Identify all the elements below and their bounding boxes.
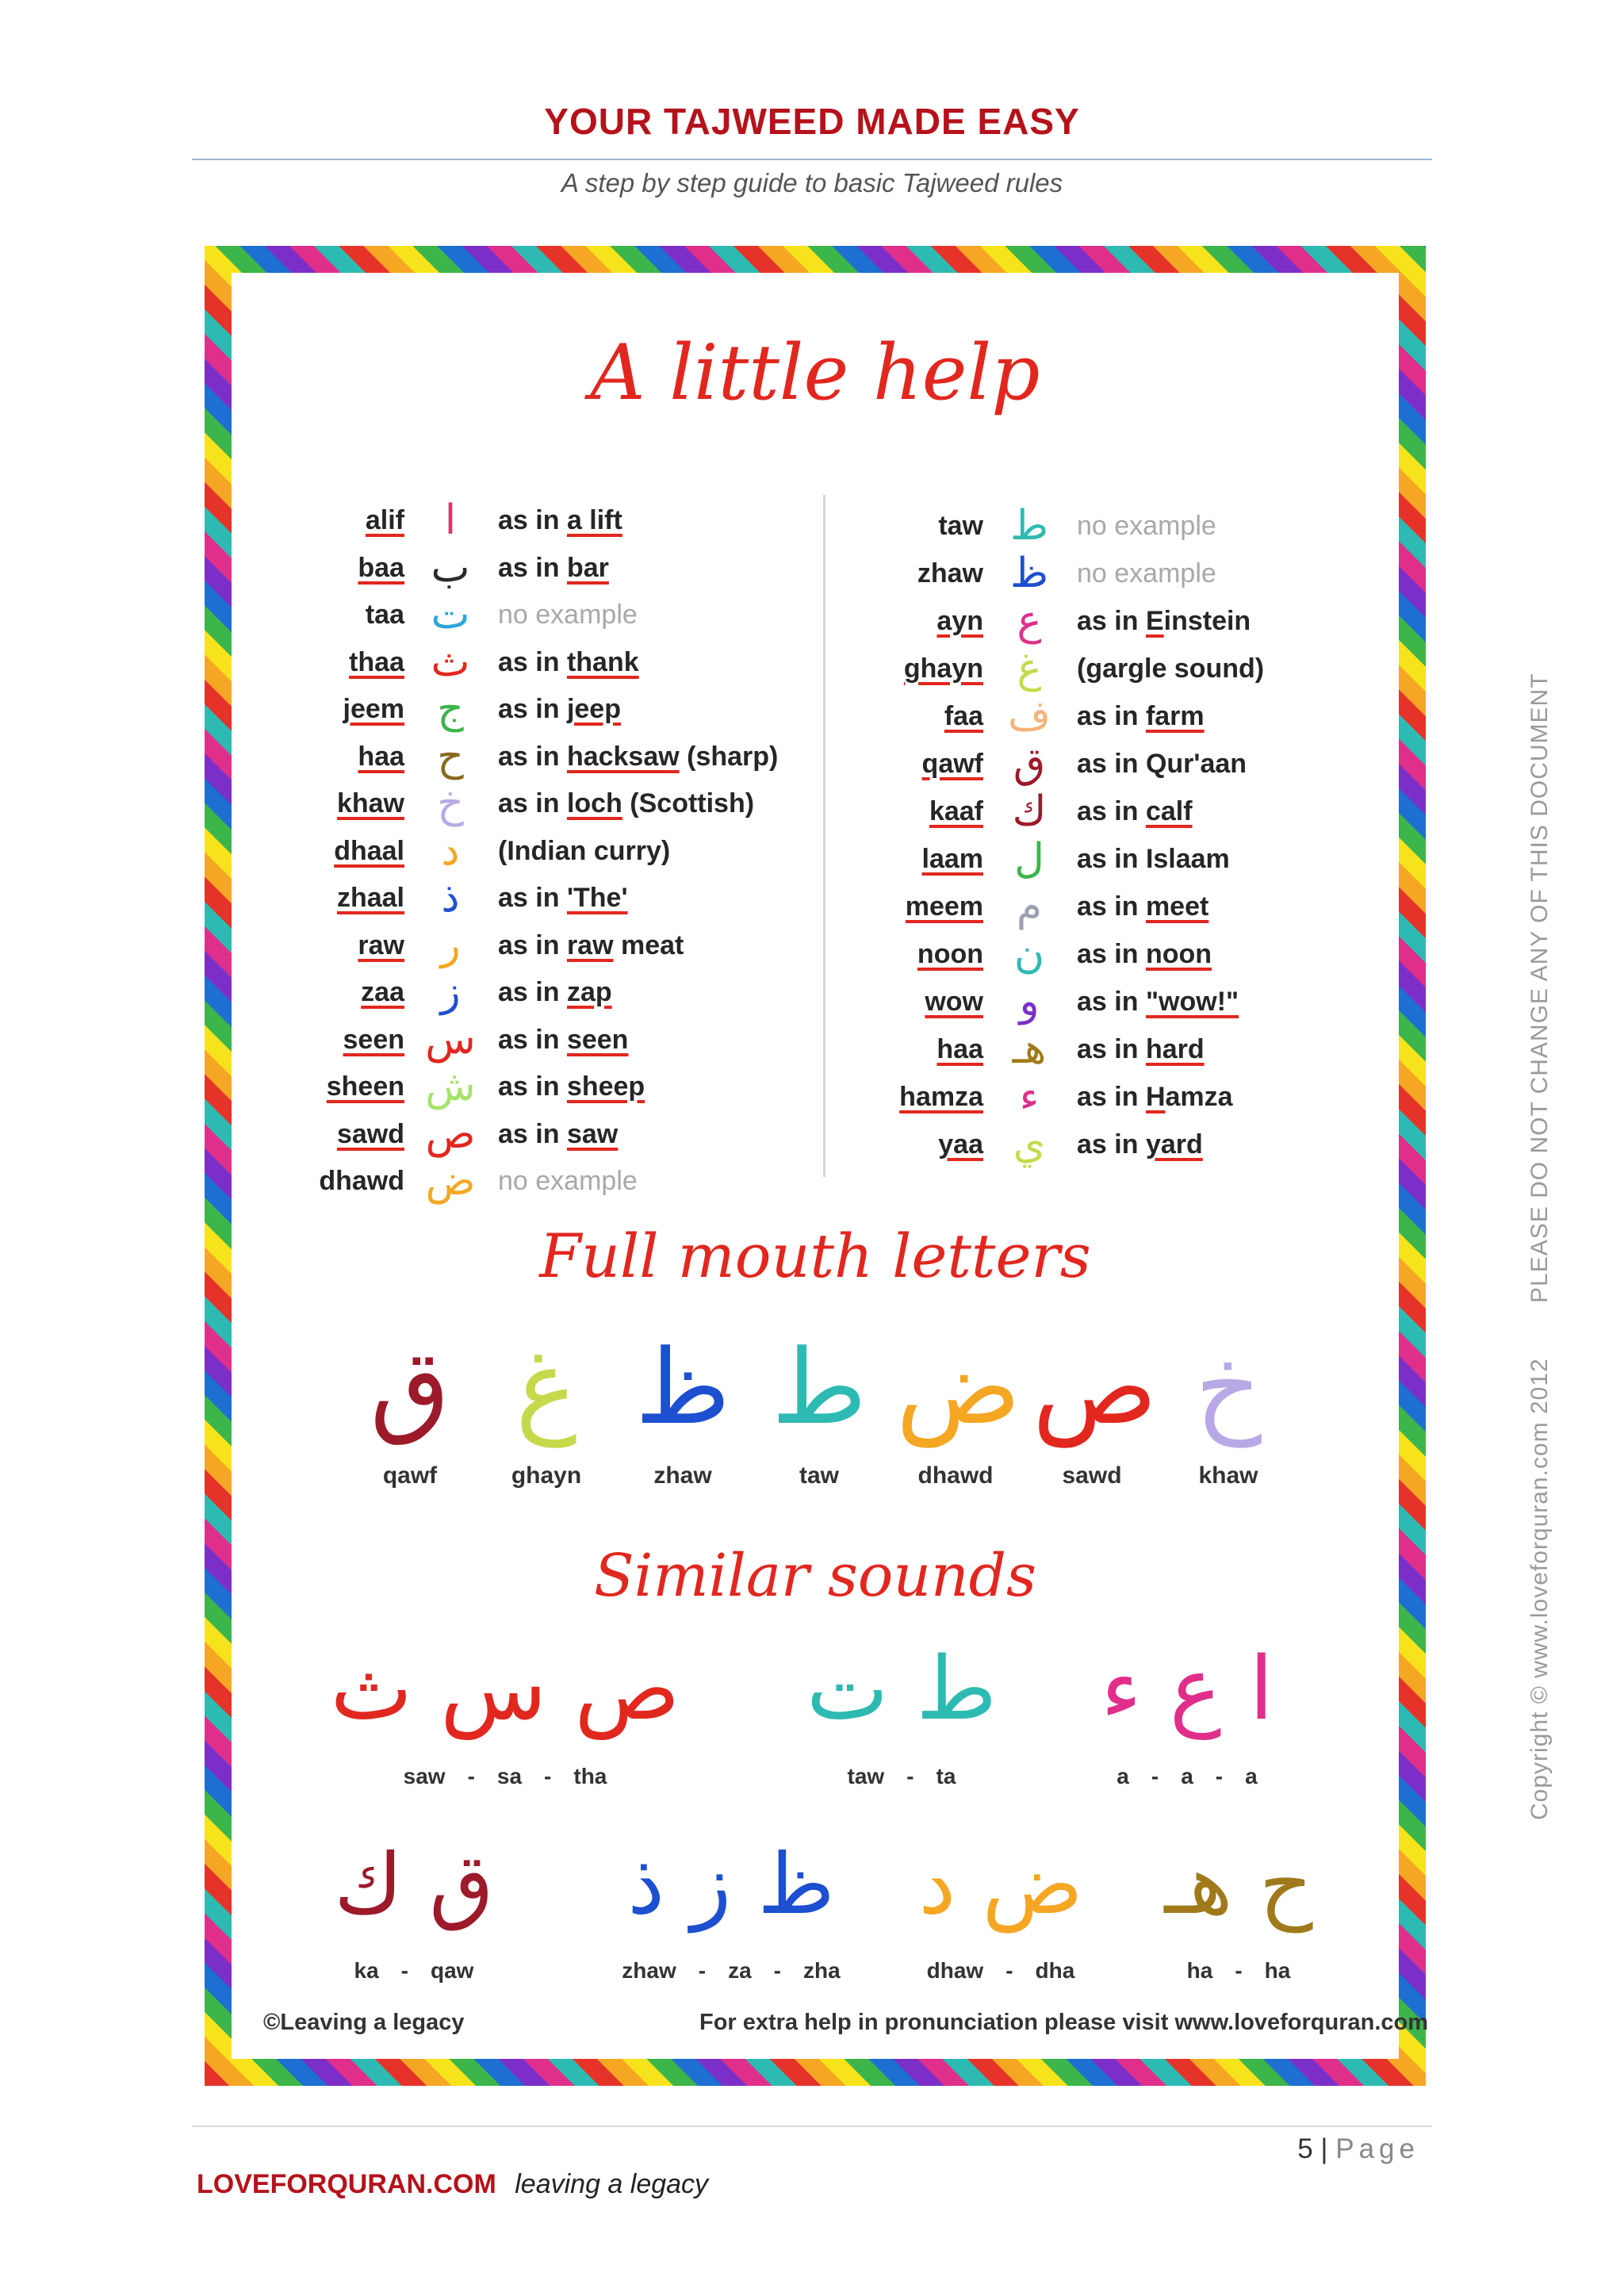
similar-label: za (728, 1958, 752, 1983)
example-text (498, 505, 622, 536)
example-text (1077, 654, 1264, 684)
example-rest: (Indian curry) (498, 835, 671, 866)
similar-label-group (596, 1958, 866, 1984)
alphabet-row-right (842, 835, 1397, 884)
similar-label: - (1215, 1764, 1224, 1788)
page-number (1285, 2133, 1419, 2165)
example-key: saw (566, 1118, 619, 1149)
example-prefix: as in (498, 505, 567, 535)
arabic-letter: ع (1017, 597, 1042, 645)
example-prefix: as in (1077, 749, 1146, 779)
example-prefix: as in (1077, 891, 1146, 922)
similar-letter-group: ط ت (806, 1638, 998, 1739)
similar-letter-group: ص س ث (330, 1638, 680, 1739)
similar-label: a (1181, 1764, 1193, 1788)
example-text (498, 694, 621, 725)
example-rest: meat (613, 930, 684, 960)
letter-name: taw (938, 511, 983, 541)
alphabet-row-left (263, 1110, 818, 1159)
alphabet-row-left (263, 921, 818, 970)
arabic-letter: غ (1017, 645, 1042, 692)
arabic-letter: ر (440, 921, 461, 969)
example-rest: Qur'aan (1145, 749, 1247, 779)
example-key: hard (1145, 1034, 1205, 1064)
alphabet-row-left (263, 543, 818, 592)
example-prefix: as in (1077, 939, 1146, 969)
similar-label: dhaw (926, 1958, 984, 1983)
example-prefix: as in (498, 646, 567, 677)
similar-label: taw (847, 1764, 885, 1788)
example-text (498, 788, 754, 819)
alphabet-row-right (842, 930, 1397, 979)
alphabet-row-left (263, 826, 818, 876)
arabic-letter: و (1019, 978, 1040, 1025)
arabic-letter: ف (1008, 692, 1051, 740)
alphabet-row-left (263, 968, 818, 1017)
letter-name: alif (365, 505, 404, 535)
similar-label: - (1235, 1958, 1243, 1983)
similar-label-group (787, 1764, 1017, 1789)
example-rest: (gargle sound) (1077, 654, 1265, 684)
column-divider (823, 495, 825, 1177)
alphabet-row-right (842, 647, 1397, 693)
alphabet-row-left (263, 732, 818, 781)
similar-label: a (1245, 1764, 1258, 1788)
example-prefix: as in (1077, 606, 1146, 636)
full-mouth-letter: ض (896, 1327, 1021, 1447)
full-mouth-letter: غ (515, 1327, 577, 1447)
full-mouth-label: zhaw (653, 1462, 712, 1489)
similar-label: qaw (431, 1958, 474, 1983)
example-text (1077, 796, 1193, 827)
copyright-vertical (1526, 625, 1553, 1820)
arabic-letter: ظ (1009, 550, 1049, 597)
arabic-letter: ض (425, 1157, 476, 1205)
arabic-letter: ش (425, 1063, 476, 1110)
example-text (498, 600, 638, 631)
alphabet-row-right (842, 1075, 1397, 1121)
footer-left (197, 2169, 708, 2200)
similar-label: - (1151, 1764, 1159, 1788)
arabic-letter: خ (437, 780, 464, 827)
example-text (1077, 844, 1230, 875)
full-mouth-label: taw (799, 1462, 839, 1489)
alphabet-row-left (263, 638, 818, 687)
alphabet-row-right (842, 980, 1397, 1026)
example-key: hacksaw (566, 741, 680, 772)
alphabet-row-left (263, 876, 818, 922)
alphabet-row-left (263, 782, 818, 828)
similar-label: - (906, 1764, 914, 1788)
page-number-value: 5 (1297, 2133, 1313, 2164)
letter-name: taa (365, 600, 404, 630)
example-rest: no example (498, 1166, 638, 1196)
example-text (498, 1119, 618, 1150)
example-prefix: as in (498, 930, 567, 960)
example-text (498, 553, 609, 584)
arabic-letter: ب (431, 543, 470, 592)
example-text (498, 742, 778, 772)
heading-similar-sounds: Similar sounds (593, 1542, 1037, 1610)
full-mouth-label: sawd (1062, 1462, 1122, 1489)
example-text (1077, 1082, 1233, 1113)
poster (205, 246, 1429, 2086)
example-prefix: as in (498, 1071, 567, 1102)
letter-name: ghayn (903, 654, 983, 684)
document-title: YOUR TAJWEED MADE EASY (544, 101, 1080, 142)
alphabet-row-left (263, 1065, 818, 1111)
similar-label: - (400, 1958, 408, 1983)
example-text (1077, 891, 1208, 922)
example-prefix: as in (1077, 796, 1146, 826)
arabic-letter: ج (437, 685, 464, 733)
arabic-letter: ز (440, 968, 461, 1016)
arabic-letter: د (441, 826, 460, 875)
example-prefix: as in (498, 694, 567, 724)
similar-label: zhaw (622, 1958, 676, 1983)
similar-label: ta (936, 1764, 956, 1788)
example-text (498, 1166, 638, 1197)
similar-letter-group: ض د (918, 1836, 1083, 1933)
full-mouth-label: dhawd (917, 1462, 994, 1489)
letter-name: dhawd (319, 1166, 404, 1196)
example-key: seen (566, 1024, 629, 1055)
example-prefix: as in (1077, 1082, 1146, 1112)
example-text (498, 977, 612, 1008)
arabic-letter: ح (437, 732, 464, 780)
example-prefix: as in (498, 741, 567, 772)
example-text (1077, 987, 1239, 1018)
example-key: zap (566, 977, 612, 1007)
example-rest: no example (1077, 558, 1216, 588)
similar-label-group (898, 1958, 1104, 1984)
alphabet-row-left (263, 685, 818, 734)
full-mouth-label: ghayn (511, 1462, 582, 1489)
example-prefix: as in (1077, 1034, 1146, 1064)
arabic-letter: ل (1014, 835, 1044, 883)
example-text (498, 930, 684, 961)
example-text (1077, 701, 1205, 732)
letter-name: raw (358, 930, 404, 960)
arabic-letter: ي (1013, 1121, 1046, 1168)
letter-name: sheen (326, 1071, 404, 1102)
arabic-letter: ق (1013, 740, 1046, 788)
letter-name: jeem (343, 694, 404, 724)
title-rule (192, 159, 1432, 160)
example-rest: amza (1165, 1082, 1233, 1112)
example-text (1077, 939, 1212, 970)
similar-letter-group: ظ ز ذ (627, 1836, 835, 1933)
example-key: farm (1145, 701, 1205, 731)
similar-label: zha (803, 1958, 841, 1983)
heading-full-mouth-letters: Full mouth letters (539, 1221, 1091, 1291)
example-text (1077, 749, 1247, 780)
example-text (498, 836, 670, 867)
example-key: a lift (566, 505, 622, 535)
poster-content (232, 273, 1429, 2059)
arabic-letter: ث (431, 638, 470, 686)
arabic-letter: ط (1009, 502, 1049, 550)
example-prefix: as in (1077, 1129, 1146, 1159)
example-text (498, 1025, 628, 1056)
letter-name: laam (921, 844, 983, 874)
example-prefix: as in (498, 788, 567, 818)
full-mouth-letter: ق (370, 1327, 450, 1447)
similar-letter-group: ق ك (334, 1836, 494, 1933)
full-mouth-letter: خ (1195, 1327, 1262, 1447)
similar-label: - (773, 1958, 781, 1983)
letter-name: noon (917, 939, 983, 969)
arabic-letter: ت (431, 591, 470, 638)
alphabet-row-right (842, 692, 1397, 741)
alphabet-row-right (842, 597, 1397, 646)
similar-letter-group: ح هـ (1164, 1836, 1313, 1933)
example-key: H (1145, 1082, 1166, 1112)
example-key: loch (566, 788, 622, 818)
letter-name: qawf (921, 749, 983, 779)
example-key: raw (566, 930, 614, 960)
footer-rule (192, 2125, 1432, 2127)
example-key: 'The' (566, 883, 628, 913)
similar-label: ha (1186, 1958, 1213, 1983)
letter-name: ayn (936, 606, 983, 636)
letter-name: dhaal (334, 835, 404, 866)
example-key: calf (1145, 796, 1193, 826)
example-text (1077, 1129, 1203, 1160)
example-rest: (Scottish) (622, 788, 755, 818)
example-key: sheep (566, 1071, 645, 1102)
example-text (498, 883, 628, 914)
alphabet-row-right (842, 742, 1397, 788)
copyright-text: Copyright © www.loveforquran.com 2012 (1526, 1358, 1553, 1820)
alphabet-row-left (263, 1015, 818, 1064)
similar-label: ha (1264, 1958, 1291, 1983)
similar-label: - (1005, 1958, 1013, 1983)
letter-name: meem (905, 891, 983, 922)
alphabet-row-right (842, 790, 1397, 836)
example-prefix: as in (1077, 987, 1146, 1017)
similar-label-group (1136, 1958, 1342, 1984)
notice-text: PLEASE DO NOT CHANGE ANY OF THIS DOCUMENT (1526, 673, 1553, 1303)
poster-credit: ©Leaving a legacy (263, 2010, 465, 2035)
similar-label: - (467, 1764, 475, 1788)
similar-label: dha (1035, 1958, 1075, 1983)
similar-label-group (1056, 1764, 1318, 1789)
similar-label-group (319, 1764, 691, 1789)
example-text (1077, 511, 1216, 542)
letter-name: seen (343, 1024, 404, 1055)
letter-name: zhaal (336, 883, 404, 913)
letter-name: zaa (361, 977, 404, 1007)
example-rest: Islaam (1145, 844, 1230, 874)
arabic-letter: ذ (441, 874, 460, 922)
full-mouth-letter: ظ (634, 1327, 731, 1447)
letter-name: zhaw (917, 558, 983, 588)
full-mouth-letter: ص (1032, 1327, 1158, 1447)
alphabet-row-left (263, 593, 818, 639)
example-key: jeep (566, 694, 621, 724)
arabic-letter: ص (425, 1110, 476, 1158)
alphabet-row-right (842, 552, 1397, 598)
example-key: "wow!" (1145, 987, 1239, 1017)
similar-label: saw (403, 1764, 446, 1788)
example-prefix: as in (498, 977, 567, 1007)
example-prefix: as in (498, 883, 567, 913)
letter-name: wow (925, 987, 983, 1017)
arabic-letter: ن (1013, 930, 1045, 978)
similar-label: ka (354, 1958, 379, 1983)
example-prefix: as in (1077, 701, 1146, 731)
full-mouth-label: qawf (382, 1462, 438, 1489)
letter-name: baa (358, 552, 404, 583)
letter-name: sawd (336, 1118, 404, 1149)
arabic-letter: هـ (1012, 1025, 1047, 1073)
example-prefix: as in (498, 552, 567, 583)
alphabet-row-right (842, 504, 1397, 550)
heading-a-little-help: A little help (590, 328, 1040, 417)
letter-name: khaw (336, 788, 404, 818)
arabic-letter: ا (444, 496, 457, 544)
poster-extra-help: For extra help in pronunciation please visit www.loveforquran.com (699, 2010, 1429, 2035)
example-key: noon (1145, 939, 1212, 969)
alphabet-row-right (842, 885, 1397, 931)
example-key: yard (1145, 1129, 1203, 1159)
example-text (1077, 606, 1251, 637)
full-mouth-letter: ط (771, 1327, 868, 1447)
footer-brand: LOVEFORQURAN.COM (197, 2169, 496, 2199)
full-mouth-label: khaw (1198, 1462, 1258, 1489)
letter-name: haa (936, 1034, 983, 1064)
footer-tagline: leaving a legacy (515, 2169, 709, 2199)
alphabet-row-right (842, 1123, 1397, 1169)
letter-name: faa (944, 701, 983, 731)
similar-label: - (698, 1958, 707, 1983)
similar-letter-group: ا ع ء (1101, 1638, 1274, 1739)
alphabet-row-left (263, 496, 818, 545)
arabic-letter: ك (1012, 788, 1047, 835)
letter-name: thaa (349, 646, 404, 677)
example-text (1077, 558, 1216, 589)
arabic-letter: س (425, 1015, 476, 1064)
letter-name: kaaf (929, 796, 983, 826)
similar-label: - (544, 1764, 552, 1788)
example-rest: no example (498, 600, 638, 630)
alphabet-row-left (263, 1159, 818, 1205)
example-prefix: as in (498, 1118, 567, 1149)
example-key: meet (1145, 891, 1209, 922)
example-rest: instein (1163, 606, 1251, 636)
example-text (1077, 1034, 1205, 1065)
page-separator: | (1320, 2133, 1328, 2164)
letter-name: haa (358, 741, 404, 772)
example-text (498, 1071, 645, 1102)
similar-label: sa (496, 1764, 523, 1788)
example-rest: (sharp) (679, 741, 779, 772)
letter-name: yaa (938, 1129, 983, 1159)
document-subtitle: A step by step guide to basic Tajweed rules (561, 168, 1063, 197)
example-key: thank (566, 646, 639, 677)
arabic-letter: ء (1019, 1073, 1040, 1121)
similar-label: a (1116, 1764, 1129, 1788)
similar-label-group (295, 1958, 533, 1984)
similar-label: tha (573, 1764, 607, 1788)
example-prefix: as in (1077, 844, 1146, 874)
page-word: Page (1335, 2133, 1419, 2164)
alphabet-row-right (842, 1025, 1397, 1074)
letter-name: hamza (899, 1082, 983, 1112)
example-prefix: as in (498, 1024, 567, 1055)
example-rest: no example (1077, 511, 1216, 541)
arabic-letter: م (1016, 883, 1043, 930)
example-text (498, 647, 639, 678)
example-key: bar (566, 552, 609, 583)
example-key: E (1145, 606, 1164, 636)
